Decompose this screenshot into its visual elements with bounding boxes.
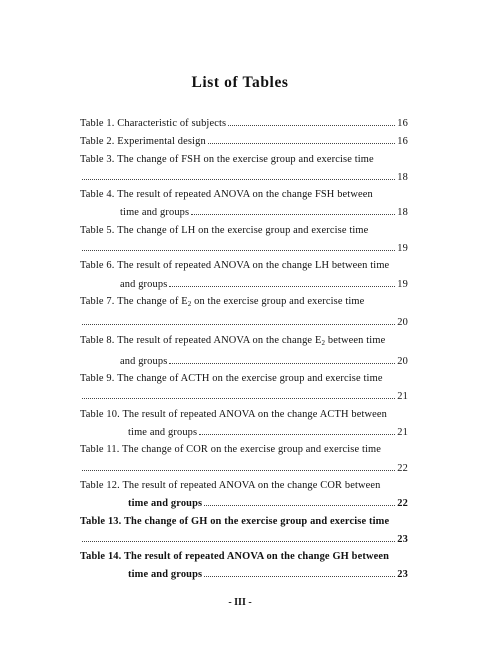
dot-leader [82,530,395,542]
entry-text: The result of repeated ANOVA on the change LH between time [117,260,390,272]
toc-entry-table-1 [80,114,408,132]
entry-page-number: 16 [397,118,408,129]
entry-page-number: 20 [397,317,408,329]
entry-label: Table 3. [80,153,115,165]
entry-text: The change of FSH on the exercise group and exercise time [117,153,374,165]
entry-text: The result of repeated ANOVA on the change FSH between [117,189,373,201]
entry-text-continued: time and groups [128,569,203,581]
toc-entry-table-6 [80,257,408,293]
entry-text: The change of ACTH on the exercise group and exercise time [117,373,383,385]
toc-entry-table-7 [80,293,408,332]
dot-leader [228,114,395,126]
entry-label: Table 5. [80,224,115,236]
entry-page-number: 19 [397,278,408,290]
entry-text: The change of E [117,295,188,307]
entry-text: Characteristic of subjects [117,118,227,129]
dot-leader [204,565,395,577]
toc-entry-table-2 [80,132,408,150]
dot-leader [82,239,395,251]
dot-leader [169,352,395,364]
entry-text: The change of GH on the exercise group and exercise time [123,515,390,527]
toc-entry-table-5 [80,222,408,258]
entry-text: Experimental design [117,136,206,148]
entry-text-continued: time and groups [128,498,203,510]
entry-page-number: 19 [397,243,408,255]
entry-label: Table 9. [80,373,115,385]
entry-label: Table 8. [80,334,115,346]
entry-text: The change of COR on the exercise group and exercise time [122,444,382,456]
toc-entry-table-10 [80,406,408,442]
dot-leader [199,423,395,435]
subscript: 2 [321,338,326,347]
entry-label: Table 11. [80,444,120,456]
entry-label: Table 1. [80,118,115,129]
entry-page-number: 16 [397,136,408,148]
toc-entry-table-9 [80,370,408,406]
toc-entry-table-14 [80,548,408,584]
dot-leader [82,168,395,180]
dot-leader [204,494,395,506]
table-list [80,114,408,584]
entry-text-tail: between time [325,334,386,346]
entry-label: Table 2. [80,136,115,148]
entry-text-continued: and groups [120,278,168,290]
entry-text: The result of repeated ANOVA on the change COR between [122,479,381,491]
dot-leader [208,132,395,144]
entry-text-continued: and groups [120,355,168,367]
dot-leader [82,459,395,471]
entry-page-number: 18 [397,171,408,183]
entry-text-continued: time and groups [120,207,190,219]
entry-page-number: 21 [397,427,408,439]
entry-page-number: 23 [397,533,408,545]
dot-leader [191,203,395,215]
toc-entry-table-11 [80,441,408,477]
entry-label: Table 4. [80,189,115,201]
dot-leader [82,387,395,399]
toc-entry-table-12 [80,477,408,513]
toc-entry-table-4 [80,186,408,222]
subscript: 2 [187,299,192,308]
entry-page-number: 22 [397,498,408,510]
entry-text: The change of LH on the exercise group and exercise time [117,224,369,236]
entry-label: Table 6. [80,260,115,272]
toc-entry-table-8 [80,332,408,371]
page-number-footer: - III - [228,597,252,608]
entry-label: Table 14. [80,551,122,563]
entry-label: Table 10. [80,408,120,420]
entry-label: Table 7. [80,295,115,307]
toc-entry-table-13 [80,513,408,549]
entry-text: The result of repeated ANOVA on the change E [117,334,322,346]
entry-page-number: 21 [397,391,408,403]
entry-text: The result of repeated ANOVA on the change GH between [123,551,390,563]
dot-leader [169,275,395,287]
dot-leader [82,313,395,325]
page-title: List of Tables [191,74,289,91]
entry-label: Table 13. [80,515,122,527]
entry-text-continued: time and groups [128,427,198,439]
entry-page-number: 20 [397,355,408,367]
entry-text: The result of repeated ANOVA on the change ACTH between [122,408,388,420]
toc-entry-table-3 [80,151,408,187]
entry-label: Table 12. [80,479,120,491]
entry-page-number: 22 [397,462,408,474]
entry-page-number: 18 [397,207,408,219]
entry-page-number: 23 [397,569,408,581]
entry-text-tail: on the exercise group and exercise time [191,295,365,307]
